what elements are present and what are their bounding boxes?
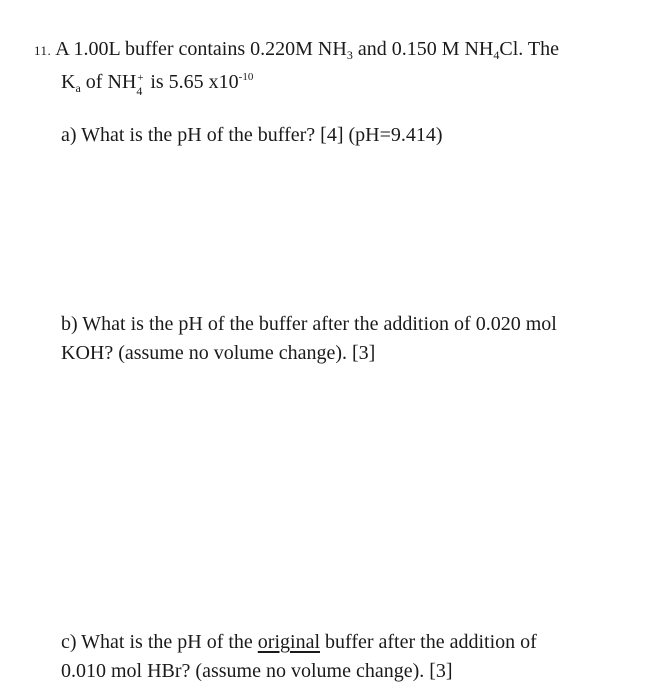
part-c-text-2: buffer after the addition of [320,631,537,653]
nh4-subscript: 4 [136,84,143,98]
ka-value-text: is 5.65 x10 [145,71,239,93]
intro-text-3: Cl. The [499,38,560,60]
ka-subscript: a [75,81,81,95]
part-a [61,123,443,147]
part-c-line2: 0.010 mol HBr? (assume no volume change). [3] [61,660,453,682]
part-b-line1: b) What is the pH of the buffer after the addition of 0.020 mol [61,313,557,335]
part-c-text-1: c) What is the pH of the [61,631,258,653]
question-intro-line1 [34,37,559,63]
nh4-charge: + [137,72,144,84]
ka-exponent: -10 [238,71,254,83]
part-a-text: a) What is the pH of the buffer? [4] (pH=9.414) [61,124,443,146]
ka-letter: K [61,71,76,93]
question-number: 11. [34,43,52,58]
ka-of-text: of NH [80,71,137,93]
original-underlined: original [257,631,321,653]
intro-text-1: A 1.00L buffer contains 0.220M NH [55,38,347,60]
nh4cl-subscript: 4 [493,48,500,62]
intro-text-2: and 0.150 M NH [352,38,494,60]
part-b-line2: KOH? (assume no volume change). [3] [61,342,376,364]
nh3-subscript: 3 [346,48,353,62]
question-intro-line2 [61,70,254,98]
nh4-sub-sup [136,72,145,98]
part-c-line1 [61,630,537,654]
